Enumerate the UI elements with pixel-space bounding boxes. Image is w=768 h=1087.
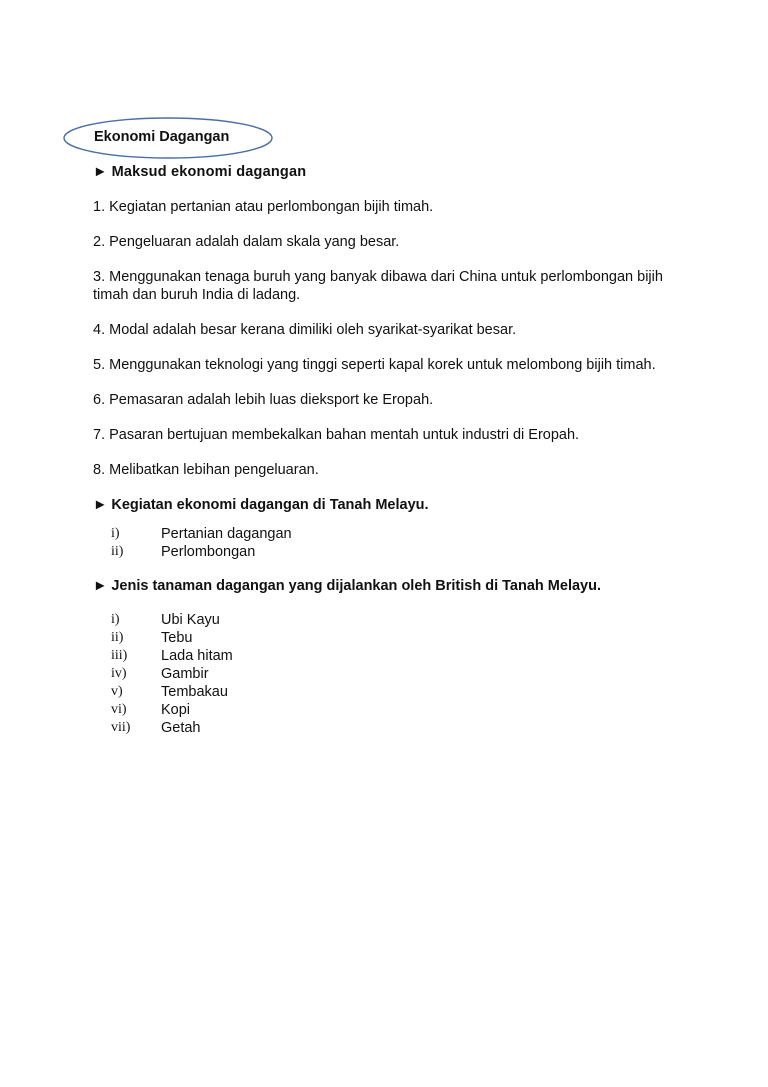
- list-item: [93, 629, 693, 647]
- document-content: [93, 163, 693, 753]
- section-heading-text: Kegiatan ekonomi dagangan di Tanah Melayu.: [111, 497, 429, 513]
- list-item: [93, 683, 693, 701]
- list-item-text: Pertanian dagangan: [161, 526, 292, 542]
- list-item-text: Kopi: [161, 702, 191, 718]
- point-3: 3. Menggunakan tenaga buruh yang banyak dibawa dari China untuk perlombongan bijih timah dan buruh India di ladang.: [93, 269, 663, 303]
- arrow-bullet-icon: ►: [93, 578, 108, 594]
- section-heading-jenis: [93, 577, 693, 595]
- list-item-text: Perlombongan: [161, 544, 256, 560]
- list-item-text: Gambir: [161, 666, 209, 682]
- list-item: [93, 719, 693, 737]
- section-heading-maksud: [93, 163, 693, 181]
- list-item: [93, 665, 693, 683]
- list-item: [93, 647, 693, 665]
- list-item-number: vii): [111, 720, 131, 735]
- point-2: 2. Pengeluaran adalah dalam skala yang besar.: [93, 234, 400, 250]
- kegiatan-list: [93, 525, 693, 561]
- list-item-number: v): [111, 684, 123, 699]
- list-item-text: Tebu: [161, 630, 193, 646]
- list-item: [93, 525, 693, 543]
- list-item: [93, 543, 693, 561]
- list-item-number: i): [111, 612, 120, 627]
- section-heading-text: Maksud ekonomi dagangan: [111, 164, 307, 180]
- list-item: [93, 611, 693, 629]
- point-5: 5. Menggunakan teknologi yang tinggi seperti kapal korek untuk melombong bijih timah.: [93, 357, 656, 373]
- section-heading-text: Jenis tanaman dagangan yang dijalankan oleh British di Tanah Melayu.: [111, 578, 601, 594]
- arrow-bullet-icon: ►: [93, 164, 108, 180]
- point-7: 7. Pasaran bertujuan membekalkan bahan mentah untuk industri di Eropah.: [93, 427, 580, 443]
- point-8: 8. Melibatkan lebihan pengeluaran.: [93, 462, 319, 478]
- title-callout: [62, 116, 274, 160]
- list-item-text: Ubi Kayu: [161, 612, 220, 628]
- list-item-number: ii): [111, 544, 124, 559]
- list-item-number: vi): [111, 702, 127, 717]
- list-item-text: Getah: [161, 720, 201, 736]
- point-6: 6. Pemasaran adalah lebih luas dieksport ke Eropah.: [93, 392, 434, 408]
- point-4: 4. Modal adalah besar kerana dimiliki oleh syarikat-syarikat besar.: [93, 322, 517, 338]
- point-1: 1. Kegiatan pertanian atau perlombongan bijih timah.: [93, 199, 434, 215]
- jenis-list: [93, 611, 693, 737]
- list-item-number: iv): [111, 666, 127, 681]
- list-item-number: i): [111, 526, 120, 541]
- arrow-bullet-icon: ►: [93, 497, 108, 513]
- list-item-text: Lada hitam: [161, 648, 233, 664]
- section-heading-kegiatan: [93, 496, 693, 514]
- list-item-number: ii): [111, 630, 124, 645]
- page-title: Ekonomi Dagangan: [94, 129, 230, 145]
- list-item: [93, 701, 693, 719]
- list-item-text: Tembakau: [161, 684, 228, 700]
- list-item-number: iii): [111, 648, 128, 663]
